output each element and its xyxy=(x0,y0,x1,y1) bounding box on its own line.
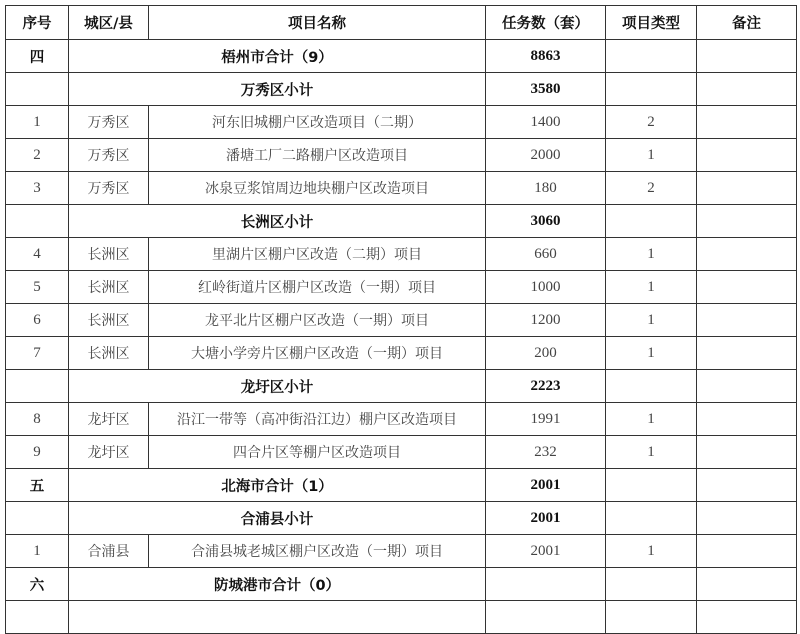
seq-cell xyxy=(6,205,69,238)
header-note: 备注 xyxy=(697,6,797,40)
seq-cell: 9 xyxy=(6,436,69,469)
count-cell: 3060 xyxy=(486,205,606,238)
district-subtotal-name: 长洲区小计 xyxy=(69,205,486,238)
district-cell: 长洲区 xyxy=(69,337,149,370)
city-total-name: 梧州市合计（9） xyxy=(69,40,486,73)
count-cell: 2000 xyxy=(486,139,606,172)
project-name-cell: 龙平北片区棚户区改造（一期）项目 xyxy=(149,304,486,337)
note-cell xyxy=(697,403,797,436)
note-cell xyxy=(697,271,797,304)
housing-project-table xyxy=(5,5,797,634)
type-cell: 1 xyxy=(606,304,697,337)
district-cell: 长洲区 xyxy=(69,271,149,304)
district-subtotal-name: 合浦县小计 xyxy=(69,502,486,535)
type-cell: 1 xyxy=(606,337,697,370)
type-cell xyxy=(606,502,697,535)
header-project-type: 项目类型 xyxy=(606,6,697,40)
count-cell: 2001 xyxy=(486,535,606,568)
note-cell xyxy=(697,172,797,205)
city-total-name: 防城港市合计（0） xyxy=(69,568,486,601)
count-cell: 232 xyxy=(486,436,606,469)
district-subtotal-name: 万秀区小计 xyxy=(69,73,486,106)
district-cell: 合浦县 xyxy=(69,535,149,568)
district-subtotal-row xyxy=(6,73,797,106)
project-name-cell: 河东旧城棚户区改造项目（二期） xyxy=(149,106,486,139)
city-total-name: 北海市合计（1） xyxy=(69,469,486,502)
seq-cell: 六 xyxy=(6,568,69,601)
table-row-partial xyxy=(6,601,797,634)
seq-cell: 4 xyxy=(6,238,69,271)
project-name-cell: 沿江一带等（高冲街沿江边）棚户区改造项目 xyxy=(149,403,486,436)
seq-cell xyxy=(6,370,69,403)
type-cell: 1 xyxy=(606,535,697,568)
type-cell: 2 xyxy=(606,172,697,205)
district-subtotal-name: 龙圩区小计 xyxy=(69,370,486,403)
table-row xyxy=(6,535,797,568)
seq-cell: 1 xyxy=(6,106,69,139)
count-cell: 2223 xyxy=(486,370,606,403)
seq-cell: 四 xyxy=(6,40,69,73)
count-cell: 200 xyxy=(486,337,606,370)
note-cell xyxy=(697,469,797,502)
type-cell: 1 xyxy=(606,436,697,469)
note-cell xyxy=(697,205,797,238)
table-row xyxy=(6,106,797,139)
table-row xyxy=(6,337,797,370)
note-cell xyxy=(697,73,797,106)
city-total-row xyxy=(6,568,797,601)
note-cell xyxy=(697,436,797,469)
note-cell xyxy=(697,304,797,337)
type-cell xyxy=(606,205,697,238)
district-cell: 万秀区 xyxy=(69,106,149,139)
seq-cell: 5 xyxy=(6,271,69,304)
type-cell: 1 xyxy=(606,271,697,304)
type-cell: 1 xyxy=(606,403,697,436)
district-subtotal-row xyxy=(6,502,797,535)
seq-cell: 6 xyxy=(6,304,69,337)
note-cell xyxy=(697,40,797,73)
district-cell: 长洲区 xyxy=(69,238,149,271)
type-cell: 1 xyxy=(606,238,697,271)
project-name-cell: 四合片区等棚户区改造项目 xyxy=(149,436,486,469)
table-row xyxy=(6,271,797,304)
name-cell xyxy=(69,601,486,634)
project-name-cell: 红岭街道片区棚户区改造（一期）项目 xyxy=(149,271,486,304)
city-total-row xyxy=(6,469,797,502)
seq-cell: 2 xyxy=(6,139,69,172)
district-cell: 龙圩区 xyxy=(69,436,149,469)
seq-cell: 1 xyxy=(6,535,69,568)
header-task-count: 任务数（套） xyxy=(486,6,606,40)
type-cell xyxy=(606,601,697,634)
note-cell xyxy=(697,502,797,535)
table-row xyxy=(6,238,797,271)
project-name-cell: 冰泉豆浆馆周边地块棚户区改造项目 xyxy=(149,172,486,205)
type-cell xyxy=(606,73,697,106)
seq-cell: 3 xyxy=(6,172,69,205)
count-cell: 1200 xyxy=(486,304,606,337)
seq-cell xyxy=(6,601,69,634)
note-cell xyxy=(697,106,797,139)
seq-cell: 7 xyxy=(6,337,69,370)
table-row xyxy=(6,172,797,205)
type-cell xyxy=(606,568,697,601)
count-cell: 8863 xyxy=(486,40,606,73)
count-cell: 180 xyxy=(486,172,606,205)
seq-cell: 8 xyxy=(6,403,69,436)
count-cell: 660 xyxy=(486,238,606,271)
note-cell xyxy=(697,568,797,601)
seq-cell: 五 xyxy=(6,469,69,502)
table-header-row xyxy=(6,6,797,40)
header-project-name: 项目名称 xyxy=(149,6,486,40)
table-row xyxy=(6,139,797,172)
district-cell: 龙圩区 xyxy=(69,403,149,436)
district-subtotal-row xyxy=(6,205,797,238)
table-row xyxy=(6,304,797,337)
note-cell xyxy=(697,139,797,172)
note-cell xyxy=(697,535,797,568)
city-total-row xyxy=(6,40,797,73)
count-cell xyxy=(486,601,606,634)
count-cell: 3580 xyxy=(486,73,606,106)
type-cell: 2 xyxy=(606,106,697,139)
count-cell: 1000 xyxy=(486,271,606,304)
note-cell xyxy=(697,370,797,403)
district-cell: 长洲区 xyxy=(69,304,149,337)
district-cell: 万秀区 xyxy=(69,172,149,205)
count-cell: 2001 xyxy=(486,469,606,502)
note-cell xyxy=(697,337,797,370)
type-cell xyxy=(606,370,697,403)
seq-cell xyxy=(6,502,69,535)
district-subtotal-row xyxy=(6,370,797,403)
table-row xyxy=(6,403,797,436)
project-name-cell: 潘塘工厂二路棚户区改造项目 xyxy=(149,139,486,172)
count-cell: 1400 xyxy=(486,106,606,139)
seq-cell xyxy=(6,73,69,106)
note-cell xyxy=(697,601,797,634)
project-name-cell: 里湖片区棚户区改造（二期）项目 xyxy=(149,238,486,271)
district-cell: 万秀区 xyxy=(69,139,149,172)
table-row xyxy=(6,436,797,469)
count-cell xyxy=(486,568,606,601)
header-district: 城区/县 xyxy=(69,6,149,40)
project-name-cell: 大塘小学旁片区棚户区改造（一期）项目 xyxy=(149,337,486,370)
note-cell xyxy=(697,238,797,271)
count-cell: 1991 xyxy=(486,403,606,436)
project-name-cell: 合浦县城老城区棚户区改造（一期）项目 xyxy=(149,535,486,568)
header-seq: 序号 xyxy=(6,6,69,40)
type-cell: 1 xyxy=(606,139,697,172)
count-cell: 2001 xyxy=(486,502,606,535)
type-cell xyxy=(606,40,697,73)
type-cell xyxy=(606,469,697,502)
